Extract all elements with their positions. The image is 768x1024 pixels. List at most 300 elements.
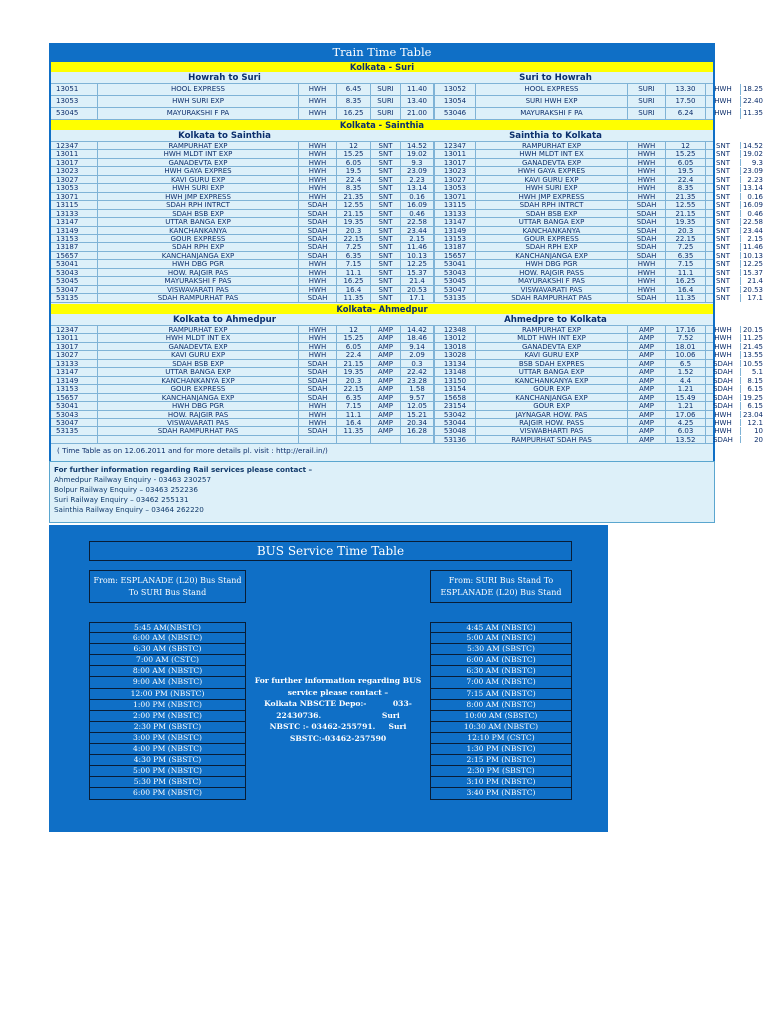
arrival-time: 9.3: [401, 159, 434, 166]
return-to-station: SDAH: [706, 436, 741, 443]
train-name: KANCHANKANYA EXP: [98, 377, 299, 384]
train-number: 13027: [51, 351, 98, 358]
train-number: 13153: [51, 235, 98, 242]
train-number: 13023: [51, 167, 98, 174]
train-number: 13153: [51, 385, 98, 392]
return-arrival-time: 10.13: [742, 251, 763, 260]
return-train-number: 13133: [434, 210, 476, 217]
table-kolkata-ahmedpur: [51, 314, 763, 444]
train-name: UTTAR BANGA EXP: [98, 218, 299, 225]
return-departure-time: 8.35: [666, 184, 706, 191]
departure-time: 15.25: [337, 334, 371, 341]
train-row: [51, 184, 763, 192]
train-row: [51, 192, 763, 201]
bus-timetable-panel: [49, 525, 608, 832]
return-train-name: SURI HWH EXP: [476, 96, 628, 107]
from-station: HWH: [299, 142, 337, 149]
bus-departure-time: 4:45 AM (NBSTC): [430, 622, 572, 633]
departure-time: 19.5: [337, 167, 371, 174]
train-row: [51, 418, 763, 427]
train-name: VISWAVARATI PAS: [98, 419, 299, 426]
train-timetable-panel: [49, 43, 763, 523]
train-number: 12347: [51, 142, 98, 149]
departure-time: 12: [337, 142, 371, 149]
arrival-time: 23.09: [401, 167, 434, 174]
bus-departure-time: 2:30 PM (SBSTC): [430, 766, 572, 777]
return-to-station: SNT: [706, 150, 741, 157]
bus-departure-time: 2:15 PM (NBSTC): [430, 755, 572, 766]
return-to-station: SNT: [706, 210, 741, 217]
return-arrival-time: 16.09: [742, 201, 763, 209]
bus-departure-time: 7:15 AM (NBSTC): [430, 689, 572, 700]
direction-header-left: Howrah to Suri: [188, 73, 261, 83]
return-from-station: SDAH: [628, 218, 666, 225]
return-to-station: HWH: [706, 411, 741, 418]
return-train-name: HOOL EXPRESS: [476, 84, 628, 95]
return-to-station: SNT: [706, 159, 741, 166]
train-timetable-title: Train Time Table: [332, 45, 432, 59]
train-name: GOUR EXPRESS: [98, 385, 299, 392]
return-to-station: SNT: [706, 176, 741, 183]
bus-departure-time: 6:00 AM (NBSTC): [430, 655, 572, 666]
return-train-name: RAJGIR HOW. PASS: [476, 419, 628, 426]
train-number: 53041: [51, 260, 98, 267]
arrival-time: [401, 436, 434, 443]
from-station: HWH: [299, 277, 337, 284]
arrival-time: 21.00: [401, 108, 434, 119]
return-departure-time: 7.25: [666, 243, 706, 250]
train-row: [51, 158, 763, 167]
train-number: 15657: [51, 252, 98, 259]
from-station: HWH: [299, 184, 337, 191]
return-to-station: SNT: [706, 218, 741, 225]
train-row: [51, 376, 763, 385]
train-number: 12347: [51, 326, 98, 333]
arrival-time: 13.40: [401, 96, 434, 107]
bus-times-suri-to-esplanade: [430, 622, 572, 800]
return-arrival-time: 23.44: [742, 226, 763, 234]
departure-time: 22.15: [337, 235, 371, 242]
departure-time: 8.35: [337, 96, 371, 107]
return-to-station: HWH: [706, 96, 741, 107]
return-arrival-time: 14.52: [742, 142, 763, 150]
return-arrival-time: 13.55: [742, 351, 763, 359]
return-arrival-time: 12.1: [747, 418, 763, 427]
return-arrival-time: 19.25: [742, 393, 763, 402]
arrival-time: 2.23: [401, 176, 434, 183]
return-from-station: AMP: [628, 436, 666, 443]
bus-route-suri-to-esplanade: From: SURI Bus Stand To ESPLANADE (L20) Bus Stand: [430, 570, 572, 603]
return-departure-time: 6.24: [666, 108, 706, 119]
return-from-station: HWH: [628, 176, 666, 183]
return-to-station: HWH: [706, 334, 741, 341]
return-train-name: MLDT HWH INT EXP: [476, 334, 628, 341]
return-from-station: SDAH: [628, 252, 666, 259]
train-number: 13017: [51, 159, 98, 166]
return-train-name: RAMPURHAT EXP: [476, 326, 628, 333]
return-arrival-time: 6.15: [747, 385, 763, 393]
to-station: SNT: [371, 184, 401, 191]
direction-header-row: [51, 72, 713, 84]
return-train-name: KANCHANKANYA: [476, 227, 628, 234]
train-name: SDAH RAMPURHAT PAS: [98, 427, 299, 434]
to-station: SURI: [371, 108, 401, 119]
train-number: 13133: [51, 360, 98, 367]
departure-time: 11.1: [337, 269, 371, 276]
return-departure-time: 10.06: [666, 351, 706, 358]
train-name: HWH MLDT INT EXP: [98, 150, 299, 157]
return-departure-time: 13.52: [666, 436, 706, 443]
return-train-number: 12347: [434, 142, 476, 149]
arrival-time: 16.28: [401, 427, 434, 434]
return-from-station: AMP: [628, 351, 666, 358]
return-departure-time: 17.16: [666, 326, 706, 333]
return-train-number: 13153: [434, 235, 476, 242]
to-station: SNT: [371, 252, 401, 259]
departure-time: 7.15: [337, 402, 371, 409]
to-station: SNT: [371, 167, 401, 174]
rail-contact-ahmedpur: Ahmedpur Railway Enquiry - 03463 230257: [54, 475, 212, 484]
to-station: SNT: [371, 159, 401, 166]
from-station: HWH: [299, 150, 337, 157]
from-station: HWH: [299, 167, 337, 174]
return-train-number: 53136: [434, 436, 476, 443]
return-from-station: HWH: [628, 269, 666, 276]
return-departure-time: 7.15: [666, 260, 706, 267]
return-to-station: SDAH: [706, 385, 741, 392]
from-station: HWH: [299, 343, 337, 350]
return-departure-time: 15.25: [666, 150, 706, 157]
return-train-number: 13012: [434, 334, 476, 341]
train-row: [51, 218, 763, 226]
return-from-station: AMP: [628, 385, 666, 392]
train-number: 13187: [51, 243, 98, 250]
bus-route-esplanade-to-suri: From: ESPLANADE (L20) Bus Stand To SURI Bus Stand: [89, 570, 246, 603]
bus-departure-time: 5:30 PM (SBSTC): [89, 777, 246, 788]
return-departure-time: 12.55: [666, 201, 706, 208]
from-station: HWH: [299, 286, 337, 293]
to-station: AMP: [371, 343, 401, 350]
return-to-station: SNT: [706, 142, 741, 149]
return-train-number: 53046: [434, 108, 476, 119]
arrival-time: 9.57: [401, 394, 434, 401]
train-row: [51, 326, 763, 334]
return-train-name: RAMPURHAT EXP: [476, 142, 628, 149]
return-departure-time: 17.50: [666, 96, 706, 107]
return-arrival-time: 20: [754, 435, 763, 444]
train-row: [51, 268, 763, 277]
from-station: SDAH: [299, 394, 337, 401]
direction-header-right: Sainthia to Kolkata: [509, 131, 602, 141]
return-to-station: SNT: [706, 277, 741, 284]
bus-departure-time: 7:00 AM (CSTC): [89, 655, 246, 666]
arrival-time: 1.58: [401, 385, 434, 392]
return-departure-time: 19.5: [666, 167, 706, 174]
return-arrival-time: 0.16: [747, 192, 763, 201]
bus-departure-time: 3:10 PM (NBSTC): [430, 777, 572, 788]
departure-time: 22.4: [337, 351, 371, 358]
to-station: SURI: [371, 96, 401, 107]
train-number: 53043: [51, 269, 98, 276]
return-train-number: 12348: [434, 326, 476, 333]
to-station: AMP: [371, 334, 401, 341]
return-departure-time: 13.30: [666, 84, 706, 95]
return-train-name: SDAH BSB EXP: [476, 210, 628, 217]
train-row: [51, 285, 763, 294]
return-from-station: SDAH: [628, 201, 666, 208]
from-station: SDAH: [299, 427, 337, 434]
train-number: 13147: [51, 218, 98, 225]
return-train-name: RAMPURHAT SDAH PAS: [476, 436, 628, 443]
return-to-station: HWH: [706, 427, 741, 434]
train-row: [51, 201, 763, 209]
train-rows: [51, 142, 763, 303]
return-from-station: HWH: [628, 193, 666, 200]
direction-header-left: Kolkata to Sainthia: [178, 131, 271, 141]
train-row: [51, 385, 763, 393]
return-departure-time: 1.21: [666, 402, 706, 409]
return-train-number: 13011: [434, 150, 476, 157]
train-number: 13133: [51, 210, 98, 217]
return-from-station: SDAH: [628, 294, 666, 301]
departure-time: 20.3: [337, 377, 371, 384]
train-name: VISWAVARATI PAS: [98, 286, 299, 293]
from-station: HWH: [299, 326, 337, 333]
return-train-number: 53048: [434, 427, 476, 434]
return-from-station: AMP: [628, 377, 666, 384]
section-title-kolkata-sainthia: Kolkata - Sainthia: [51, 120, 713, 130]
to-station: AMP: [371, 419, 401, 426]
from-station: SDAH: [299, 227, 337, 234]
departure-time: 16.25: [337, 277, 371, 284]
train-number: 53047: [51, 286, 98, 293]
return-train-number: 13053: [434, 184, 476, 191]
return-train-number: 13054: [434, 96, 476, 107]
departure-time: 11.35: [337, 427, 371, 434]
train-name: KAVI GURU EXP: [98, 176, 299, 183]
timetable-note: [51, 444, 713, 461]
return-from-station: AMP: [628, 411, 666, 418]
return-train-name: HWH MLDT INT EX: [476, 150, 628, 157]
return-departure-time: 20.3: [666, 227, 706, 234]
return-to-station: SNT: [706, 269, 741, 276]
return-train-name: JAYNAGAR HOW. PAS: [476, 411, 628, 418]
return-train-number: 13018: [434, 343, 476, 350]
arrival-time: 22.58: [401, 218, 434, 225]
return-from-station: HWH: [628, 260, 666, 267]
train-number: [51, 436, 98, 443]
train-number: 13011: [51, 150, 98, 157]
train-row: [51, 209, 763, 218]
arrival-time: 14.42: [401, 326, 434, 333]
train-name: MAYURAKSHI F PA: [98, 108, 299, 119]
return-arrival-time: 19.02: [742, 150, 763, 158]
arrival-time: 14.52: [401, 142, 434, 149]
arrival-time: 21.4: [401, 277, 434, 284]
departure-time: 19.35: [337, 218, 371, 225]
from-station: HWH: [299, 269, 337, 276]
arrival-time: 10.13: [401, 252, 434, 259]
bus-timetable-title: BUS Service Time Table: [89, 541, 572, 561]
train-number: 13147: [51, 368, 98, 375]
table-kolkata-suri: [51, 72, 763, 120]
departure-time: 12.55: [337, 201, 371, 208]
bus-departure-time: 4:00 PM (NBSTC): [89, 744, 246, 755]
return-arrival-time: 12.25: [742, 260, 763, 268]
departure-time: 7.15: [337, 260, 371, 267]
return-to-station: SNT: [706, 235, 741, 242]
train-number: 13011: [51, 334, 98, 341]
return-to-station: HWH: [706, 351, 741, 358]
table-kolkata-sainthia: [51, 130, 763, 304]
return-arrival-time: 15.37: [742, 268, 763, 277]
return-departure-time: 1.52: [666, 368, 706, 375]
to-station: AMP: [371, 427, 401, 434]
return-train-name: KAVI GURU EXP: [476, 176, 628, 183]
bus-departure-time: 12:10 PM (CSTC): [430, 733, 572, 744]
section-title-kolkata-ahmedpur: Kolkata- Ahmedpur: [51, 304, 713, 314]
return-from-station: AMP: [628, 360, 666, 367]
arrival-time: 0.16: [401, 193, 434, 200]
arrival-time: 15.37: [401, 269, 434, 276]
departure-time: 11.35: [337, 294, 371, 301]
train-row: [51, 260, 763, 268]
return-train-name: SDAH RPH INTRCT: [476, 201, 628, 208]
to-station: AMP: [371, 326, 401, 333]
return-train-number: 13150: [434, 377, 476, 384]
train-rows: [51, 326, 763, 444]
direction-header-row: [51, 314, 713, 326]
train-row: [51, 342, 763, 351]
return-departure-time: 15.49: [666, 394, 706, 401]
train-row: [51, 251, 763, 260]
train-number: 15657: [51, 394, 98, 401]
return-arrival-time: 11.46: [742, 243, 763, 251]
train-name: KANCHANKANYA: [98, 227, 299, 234]
train-number: 13017: [51, 343, 98, 350]
return-arrival-time: 0.46: [747, 209, 763, 218]
departure-time: 7.25: [337, 243, 371, 250]
return-from-station: HWH: [628, 159, 666, 166]
to-station: AMP: [371, 394, 401, 401]
bus-info-line: SBSTC:-03462-257590: [289, 733, 387, 743]
to-station: SNT: [371, 201, 401, 208]
bus-info-line: For further information regarding BUS: [254, 676, 422, 685]
train-name: KANCHANJANGA EXP: [98, 394, 299, 401]
to-station: SNT: [371, 142, 401, 149]
train-row: [51, 368, 763, 376]
from-station: SDAH: [299, 385, 337, 392]
from-station: SDAH: [299, 243, 337, 250]
return-departure-time: 19.35: [666, 218, 706, 225]
train-name: GANADEVTA EXP: [98, 343, 299, 350]
return-arrival-time: 11.25: [742, 334, 763, 342]
return-to-station: SNT: [706, 286, 741, 293]
return-to-station: SDAH: [706, 377, 741, 384]
return-train-name: HWH JMP EXPRESS: [476, 193, 628, 200]
rail-contact-sainthia: Sainthia Railway Enquiry – 03464 262220: [54, 505, 204, 514]
train-row: [51, 234, 763, 243]
return-departure-time: 22.4: [666, 176, 706, 183]
arrival-time: 19.02: [401, 150, 434, 157]
return-train-number: 53044: [434, 419, 476, 426]
train-row: [51, 243, 763, 251]
to-station: SNT: [371, 227, 401, 234]
return-to-station: SNT: [706, 260, 741, 267]
train-number: 53135: [51, 427, 98, 434]
arrival-time: 16.09: [401, 201, 434, 208]
bus-info-line: Kolkata NBSCTE Depo:- 033-: [264, 699, 412, 708]
bus-departure-time: 6:30 AM (NBSTC): [430, 666, 572, 677]
return-from-station: AMP: [628, 368, 666, 375]
return-train-number: 13154: [434, 385, 476, 392]
train-row: [51, 294, 763, 302]
train-number: 13149: [51, 377, 98, 384]
train-name: RAMPURHAT EXP: [98, 142, 299, 149]
return-departure-time: 22.15: [666, 235, 706, 242]
return-train-number: 53047: [434, 286, 476, 293]
from-station: HWH: [299, 351, 337, 358]
return-from-station: SURI: [628, 84, 666, 95]
return-to-station: SNT: [706, 294, 741, 301]
train-name: HWH MLDT INT EX: [98, 334, 299, 341]
return-departure-time: 11.35: [666, 294, 706, 301]
return-train-number: 13028: [434, 351, 476, 358]
train-row: [51, 359, 763, 368]
to-station: SNT: [371, 176, 401, 183]
return-train-name: GOUR EXP: [476, 402, 628, 409]
return-departure-time: 6.05: [666, 159, 706, 166]
return-from-station: AMP: [628, 402, 666, 409]
from-station: HWH: [299, 176, 337, 183]
return-from-station: SDAH: [628, 210, 666, 217]
return-arrival-time: 9.3: [751, 158, 763, 167]
return-departure-time: 6.35: [666, 252, 706, 259]
to-station: AMP: [371, 368, 401, 375]
departure-time: 6.05: [337, 159, 371, 166]
return-from-station: HWH: [628, 286, 666, 293]
train-name: HWH DBG PGR: [98, 260, 299, 267]
departure-time: 19.35: [337, 368, 371, 375]
return-train-name: HOW. RAJGIR PASS: [476, 269, 628, 276]
bus-info-line: NBSTC :- 03462-255791. Suri: [269, 722, 407, 731]
from-station: HWH: [299, 193, 337, 200]
arrival-time: 0.3: [401, 360, 434, 367]
from-station: HWH: [299, 334, 337, 341]
arrival-time: 23.44: [401, 227, 434, 234]
train-number: 13053: [51, 96, 98, 107]
return-departure-time: 21.15: [666, 210, 706, 217]
return-train-number: 13027: [434, 176, 476, 183]
return-train-number: 23154: [434, 402, 476, 409]
return-from-station: AMP: [628, 419, 666, 426]
to-station: AMP: [371, 360, 401, 367]
return-train-name: MAYURAKSHI F PAS: [476, 277, 628, 284]
train-row: [51, 351, 763, 359]
train-number: 13053: [51, 184, 98, 191]
return-arrival-time: 17.1: [747, 294, 763, 302]
timetable-note-text: ( Time Table as on 12.06.2011 and for more details pl. visit : http://erail.in/): [57, 446, 328, 455]
direction-header-row: [51, 130, 713, 142]
return-train-name: SDAH RAMPURHAT PAS: [476, 294, 628, 301]
return-departure-time: 4.25: [666, 419, 706, 426]
train-row: [51, 410, 763, 419]
return-train-name: GANADEVTA EXP: [476, 159, 628, 166]
from-station: SDAH: [299, 377, 337, 384]
return-from-station: AMP: [628, 427, 666, 434]
arrival-time: 12.25: [401, 260, 434, 267]
return-departure-time: 6.03: [666, 427, 706, 434]
